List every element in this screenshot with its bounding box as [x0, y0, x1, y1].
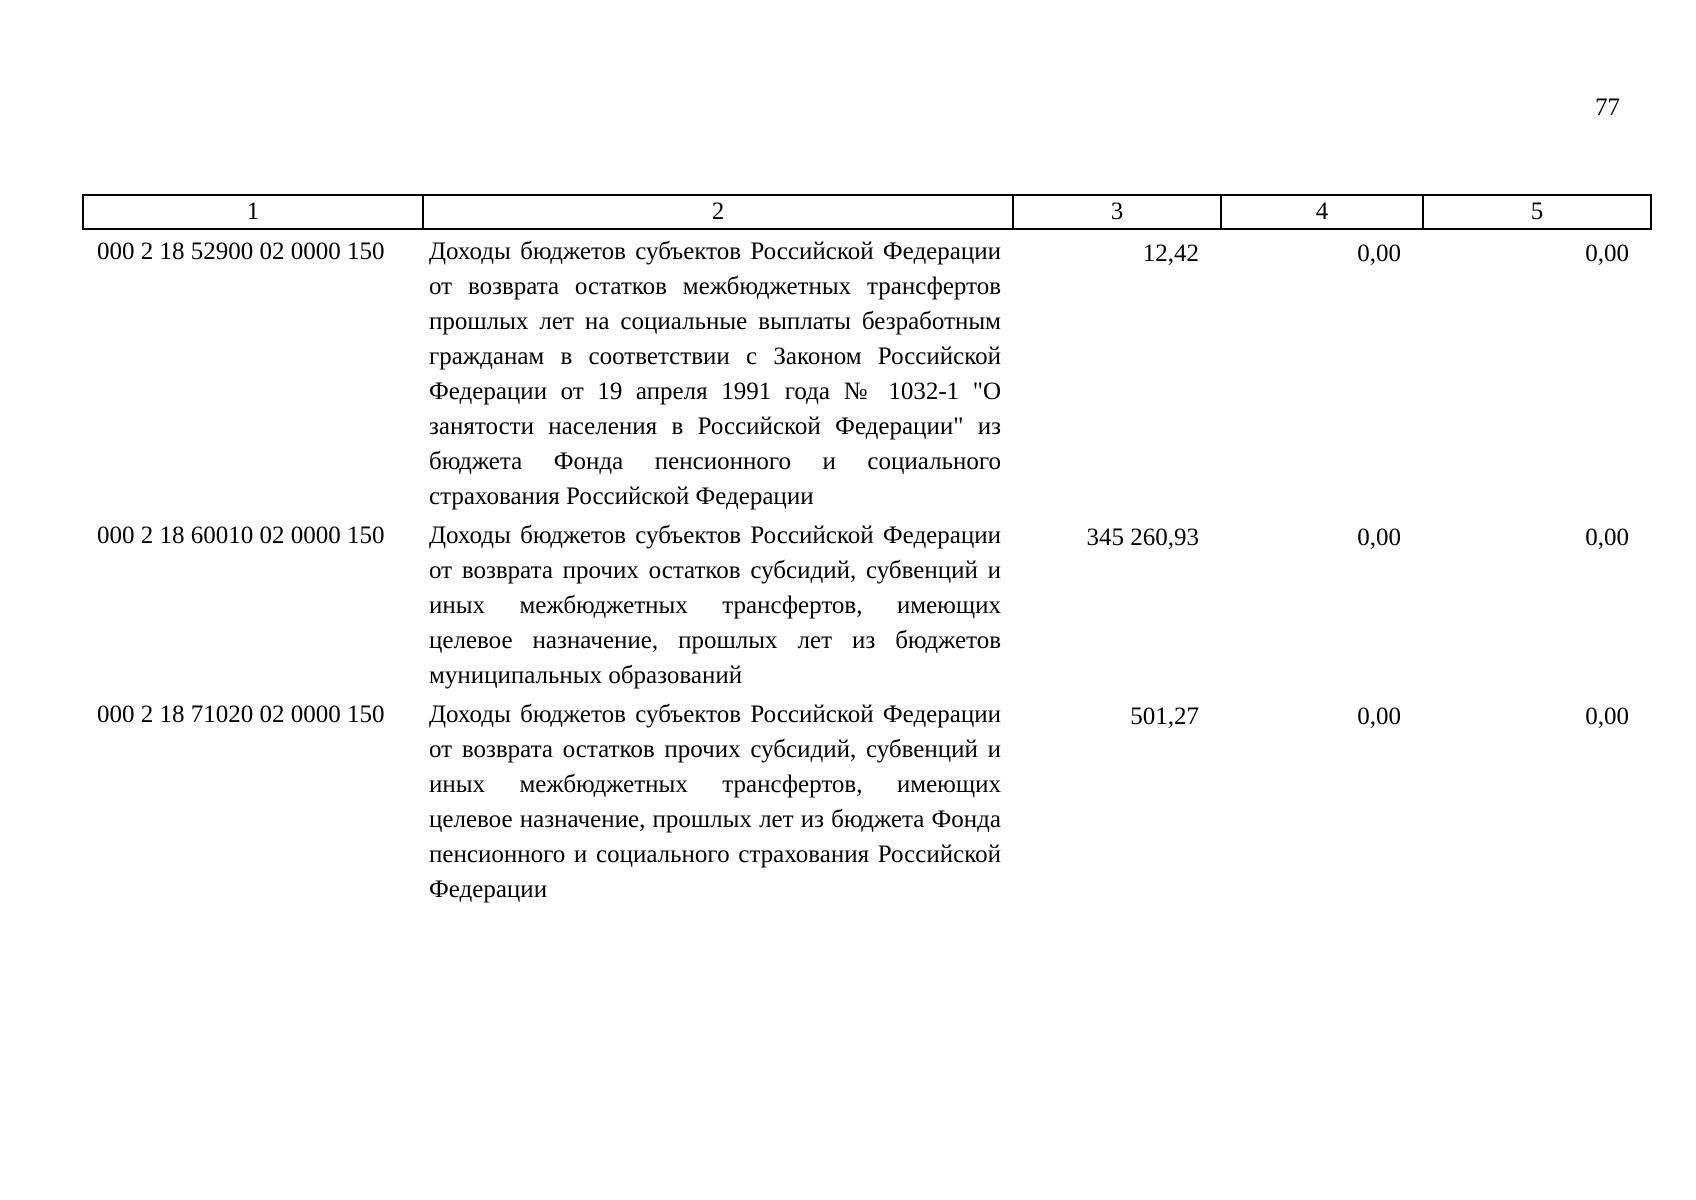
value-col-5: 0,00 [1585, 524, 1629, 551]
value-col-4: 0,00 [1357, 240, 1401, 267]
value-col-3: 12,42 [1142, 240, 1199, 267]
table-row [83, 514, 1651, 693]
header-col-3: 3 [1013, 195, 1221, 229]
header-col-4: 4 [1221, 195, 1423, 229]
income-name: Доходы бюджетов субъектов Российской Федерации от возврата остатков межбюджетных трансфертов прошлых лет на социальные выплаты безработным гражданам в соответствии с Законом Российской Федерации от 19 апреля 1991 года № 1032-1 "О занятости населения в Российской Федерации" из бюджета Фонда пенсионного и социального страхования Российской Федерации [429, 238, 1001, 510]
value-col-5: 0,00 [1585, 240, 1629, 267]
income-name: Доходы бюджетов субъектов Российской Федерации от возврата остатков прочих субсидий, субвенций и иных межбюджетных трансфертов, имеющих целевое назначение, прошлых лет из бюджета Фонда пенсионного и социального страхования Российской Федерации [429, 701, 1001, 903]
header-row [83, 195, 1651, 229]
table-row [83, 693, 1651, 907]
header-col-5: 5 [1423, 195, 1651, 229]
value-col-3: 345 260,93 [1086, 524, 1199, 551]
table-row [83, 229, 1651, 514]
header-col-1: 1 [83, 195, 423, 229]
value-col-3: 501,27 [1130, 703, 1199, 730]
budget-income-table [82, 194, 1652, 907]
value-col-4: 0,00 [1357, 524, 1401, 551]
budget-code: 000 2 18 52900 02 0000 150 [97, 238, 385, 265]
value-col-5: 0,00 [1585, 703, 1629, 730]
page-number: 77 [1595, 94, 1620, 121]
income-name: Доходы бюджетов субъектов Российской Федерации от возврата прочих остатков субсидий, субвенций и иных межбюджетных трансфертов, имеющих целевое назначение, прошлых лет из бюджетов муниципальных образований [429, 522, 1001, 689]
value-col-4: 0,00 [1357, 703, 1401, 730]
budget-code: 000 2 18 71020 02 0000 150 [97, 701, 385, 728]
header-col-2: 2 [423, 195, 1013, 229]
budget-code: 000 2 18 60010 02 0000 150 [97, 522, 385, 549]
